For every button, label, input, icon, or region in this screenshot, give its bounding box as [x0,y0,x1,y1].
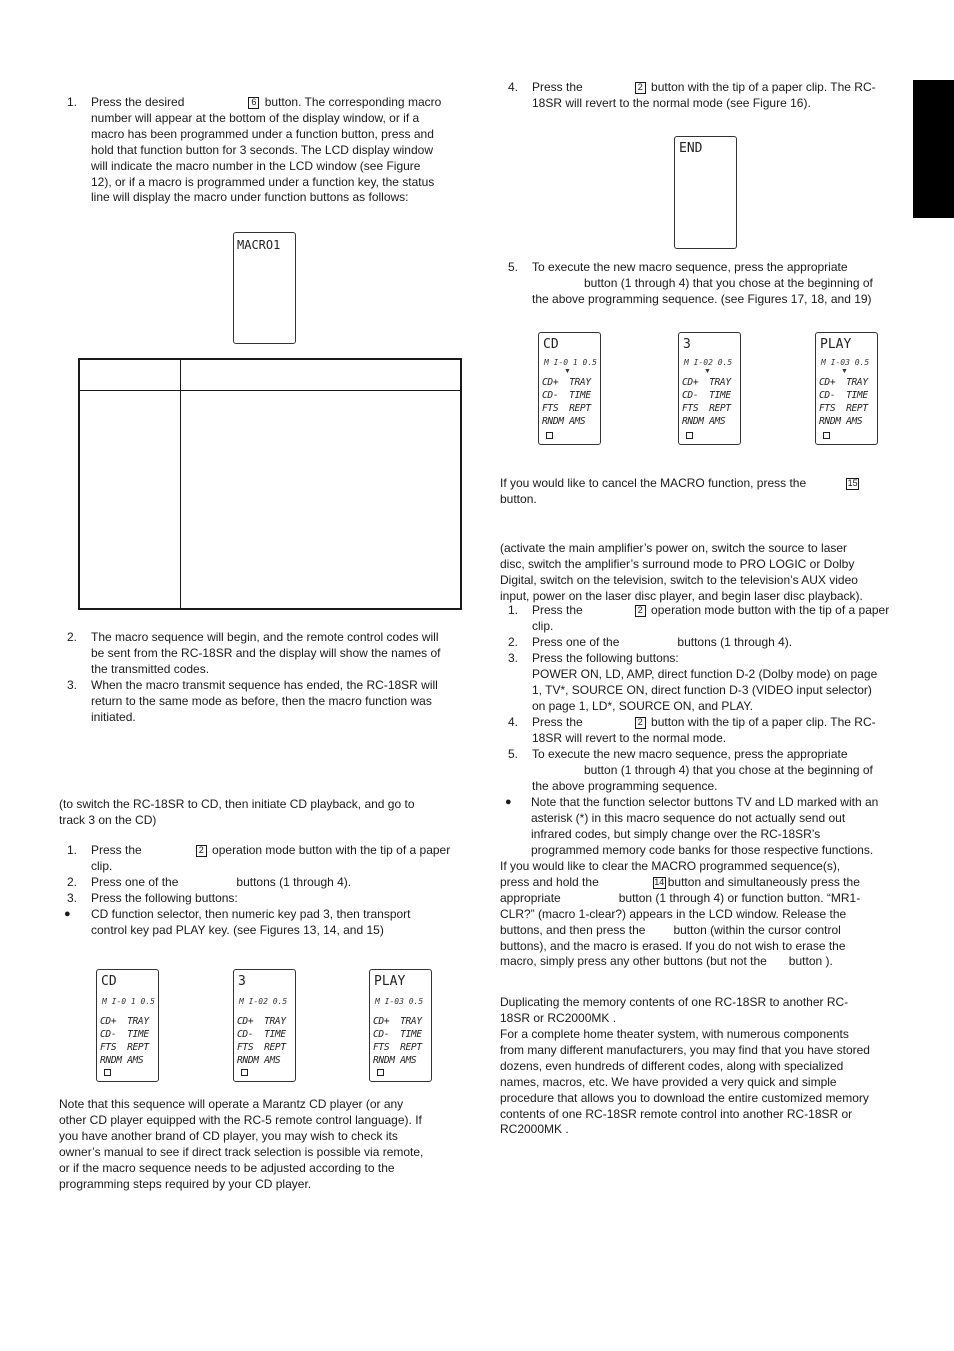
bullet-text: infrared codes, but simply change over the RC-18SR’s [531,826,821,841]
key-number-box: 2 [196,845,207,857]
step-text: number will appear at the bottom of the display window, or if a [91,110,420,125]
example-step-1 [67,843,459,875]
step-text: Press the [532,715,583,729]
step-number: 2. [67,630,78,644]
step-text: To execute the new macro sequence, press the appropriate [532,747,848,761]
lcd-big-text: 3 [238,974,246,989]
lcd-row: RNDM AMS [237,1055,281,1066]
table-divider [180,360,181,608]
lcd-row: CD+ TRAY [237,1016,286,1027]
lcd-row: RNDM AMS [819,416,863,427]
lcd-row: FTS REPT [100,1042,149,1053]
section-tab [913,80,954,218]
lcd-row: FTS REPT [819,403,868,414]
step-text: on page 1, LD*, SOURCE ON, and PLAY. [532,698,754,713]
lcd-row: CD+ TRAY [542,377,591,388]
paragraph-line: other CD player equipped with the RC-5 remote control language). If [59,1112,422,1127]
step-text: button with the tip of a paper clip. The RC- [651,715,876,729]
paragraph-line: or if the macro sequence needs to be adjusted according to the [59,1160,395,1175]
paragraph-text: macro, simply press any other buttons (but not the [500,954,767,969]
step-text: button with the tip of a paper clip. The RC- [651,80,876,94]
example-step-3 [67,891,459,907]
step-text: Press the [532,80,583,94]
lcd-status-line: M I-0 1 0.5 [544,358,597,367]
step-text: Press one of the [91,875,179,889]
lcd-status-line: M I-03 0.5 [375,997,424,1006]
paragraph-line: owner’s manual to see if direct track selection is possible via remote, [59,1144,424,1159]
step-number: 5. [508,747,519,761]
lcd-row: RNDM AMS [542,416,586,427]
paragraph-text: button ). [788,954,833,969]
example2-step-1 [508,603,900,635]
lcd-row: CD- TIME [237,1029,286,1040]
step-text: operation mode button with the tip of a paper [212,843,451,857]
example2-step-3 [508,651,900,715]
bullet-text: programmed memory code banks for those respective functions. [531,842,874,857]
step-text: When the macro transmit sequence has ended, the RC-18SR will [91,678,438,692]
step-text: POWER ON, LD, AMP, direct function D-2 (Dolby mode) on page [532,666,878,681]
paragraph-line: Duplicating the memory contents of one RC-18SR to another RC- [500,995,849,1009]
paragraph-line: disc, switch the amplifier’s surround mode to PRO LOGIC or Dolby [500,556,855,571]
lcd-status-line: M I-0 1 0.5 [102,997,155,1006]
step-text: return to the same mode as before, then the macro function was [91,693,432,708]
step-4 [508,80,900,112]
paragraph-text: buttons, and then press the [500,922,646,937]
paragraph-line: Note that this sequence will operate a Marantz CD player (or any [59,1097,404,1111]
lcd-row: RNDM AMS [373,1055,417,1066]
example-step-2 [67,875,459,891]
paragraph-line: input, power on the laser disc player, and begin laser disc playback). [500,588,863,603]
key-number-box: 2 [635,605,646,617]
lcd-status-line: M I-02 0.5 [684,358,733,367]
lcd-figure-play-right [815,332,878,445]
bullet-icon: ● [64,908,71,920]
paragraph-line: contents of one RC-18SR remote control into another RC-18SR or [500,1106,853,1121]
lcd-figure-play-left [369,969,432,1082]
paragraph-line: procedure that allows you to download the entire customized memory [500,1090,869,1105]
paragraph-line: Digital, switch on the television, switch to the television’s AUX video [500,572,858,587]
bullet-text: control key pad PLAY key. (see Figures 13, 14, and 15) [91,922,384,937]
step-5 [508,260,900,308]
example2-intro [500,541,900,605]
lcd-row: CD- TIME [819,390,868,401]
step-text: the above programming sequence. (see Figures 17, 18, and 19) [532,291,872,306]
lcd-text: MACRO1 [237,238,281,252]
lcd-big-text: CD [101,974,117,989]
key-number-box: 15 [847,478,858,488]
example2-bullet [505,795,900,859]
lcd-status-line: M I-02 0.5 [239,997,288,1006]
macro-function-table [78,358,462,610]
lcd-figure-macro [233,232,296,344]
step-number: 1. [508,603,519,617]
example-bullet [64,907,459,939]
step-number: 2. [67,875,78,889]
example2-step-2 [508,635,900,651]
step-text: button. The corresponding macro [264,95,442,109]
complete-system-paragraph [500,1027,900,1138]
step-text: Press the following buttons: [91,891,238,905]
step-text: Press the [532,603,583,617]
lcd-row: CD- TIME [373,1029,422,1040]
lcd-row: CD- TIME [100,1029,149,1040]
lcd-row: CD+ TRAY [819,377,868,388]
key-number-box: 2 [635,717,646,729]
key-number-box: 14 [654,876,665,887]
example-intro [59,797,459,829]
step-number: 1. [67,843,78,857]
step-text: button (1 through 4) that you chose at the beginning of [584,762,873,777]
step-text: clip. [91,858,113,873]
step-number: 3. [508,651,519,665]
step-text: Press one of the [532,635,620,649]
bullet-icon: ● [505,796,512,808]
cancel-macro-note [500,476,900,508]
lcd-row: FTS REPT [237,1042,286,1053]
paragraph-line: you have another brand of CD player, you may wish to check its [59,1128,398,1143]
paragraph-text: button (within the cursor control [673,922,841,937]
antenna-icon: ▼ [841,368,848,375]
lcd-figure-cd-right [538,332,601,445]
paragraph-line: (to switch the RC-18SR to CD, then initiate CD playback, and go to [59,797,415,811]
bullet-text: CD function selector, then numeric key pad 3, then transport [91,907,411,921]
lcd-indicator-square [686,432,693,439]
step-text: be sent from the RC-18SR and the display will show the names of [91,645,441,660]
lcd-figure-3-left [233,969,296,1082]
paragraph-text: button. [500,491,537,506]
lcd-row: CD- TIME [542,390,591,401]
paragraph-text: button and simultaneously press the [667,874,860,889]
step-text: Press the following buttons: [532,651,679,665]
paragraph-line: track 3 on the CD) [59,812,157,827]
example2-step-5 [508,747,900,795]
lcd-figure-end [674,136,737,249]
step-text: buttons (1 through 4). [236,875,352,889]
lcd-figure-cd-left [96,969,159,1082]
paragraph-line: names, macros, etc. We have provided a very quick and simple [500,1074,837,1089]
lcd-row: RNDM AMS [100,1055,144,1066]
paragraph-text: press and hold the [500,874,599,889]
step-text: the above programming sequence. [532,778,718,793]
lcd-indicator-square [241,1069,248,1076]
paragraph-text: If you would like to cancel the MACRO function, press the [500,476,807,490]
lcd-indicator-square [104,1069,111,1076]
paragraph-text: button (1 through 4) or function button. “MR1- [618,890,861,905]
step-text: will indicate the macro number in the LCD window (see Figure [91,158,421,173]
step-number: 2. [508,635,519,649]
step-text: buttons (1 through 4). [677,635,793,649]
bullet-text: asterisk (*) in this macro sequence do not actually send out [531,810,846,825]
lcd-row: CD+ TRAY [373,1016,422,1027]
lcd-row: FTS REPT [542,403,591,414]
step-1 [67,95,459,206]
antenna-icon: ▼ [704,368,711,375]
step-text: clip. [532,618,554,633]
key-number-box: 2 [635,82,646,94]
step-text: Press the [91,843,142,857]
lcd-indicator-square [377,1069,384,1076]
step-text: 18SR will revert to the normal mode. [532,730,727,745]
duplicate-memory-intro [500,995,900,1027]
lcd-row: RNDM AMS [682,416,726,427]
step-text: macro has been programmed under a function button, press and [91,126,434,141]
paragraph-line: from many different manufacturers, you may find that you have stored [500,1042,870,1057]
lcd-status-line: M I-03 0.5 [821,358,870,367]
paragraph-line: buttons), and the macro is erased. If you do not wish to erase the [500,938,846,953]
step-text: 18SR will revert to the normal mode (see Figure 16). [532,95,811,110]
lcd-row: FTS REPT [682,403,731,414]
step-number: 3. [67,891,78,905]
paragraph-text: appropriate [500,890,561,905]
step-number: 4. [508,80,519,94]
step-text: To execute the new macro sequence, press the appropriate [532,260,848,274]
cd-player-note [59,1097,459,1192]
step-text: 12), or if a macro is programmed under a function key, the status [91,174,435,189]
step-text: The macro sequence will begin, and the remote control codes will [91,630,439,644]
paragraph-line: RC2000MK . [500,1122,569,1137]
lcd-indicator-square [546,432,553,439]
paragraph-line: programming steps required by your CD player. [59,1176,312,1191]
clear-macro-note [500,859,900,970]
lcd-row: CD+ TRAY [682,377,731,388]
lcd-row: CD+ TRAY [100,1016,149,1027]
table-header [80,360,460,391]
step-number: 3. [67,678,78,692]
step-text: the transmitted codes. [91,661,210,676]
step-text: hold that function button for 3 seconds. The LCD display window [91,142,433,157]
lcd-indicator-square [823,432,830,439]
lcd-big-text: PLAY [820,337,852,352]
paragraph-line: If you would like to clear the MACRO programmed sequence(s), [500,859,841,873]
step-number: 4. [508,715,519,729]
step-number: 1. [67,95,78,109]
key-number-box: 6 [248,97,259,109]
step-text: 1, TV*, SOURCE ON, direct function D-3 (VIDEO input selector) [532,682,872,697]
lcd-big-text: 3 [683,337,691,352]
lcd-big-text: CD [543,337,559,352]
paragraph-line: CLR?” (macro 1-clear?) appears in the LCD window. Release the [500,906,847,921]
lcd-big-text: END [679,141,703,156]
step-text: line will display the macro under function buttons as follows: [91,190,409,205]
lcd-figure-3-right [678,332,741,445]
step-3 [67,678,459,726]
lcd-row: CD- TIME [682,390,731,401]
bullet-text: Note that the function selector buttons TV and LD marked with an [531,795,879,809]
lcd-row: FTS REPT [373,1042,422,1053]
lcd-big-text: PLAY [374,974,406,989]
example2-step-4 [508,715,900,747]
step-text: button (1 through 4) that you chose at the beginning of [584,275,873,290]
paragraph-line: 18SR or RC2000MK . [500,1010,617,1025]
paragraph-line: (activate the main amplifier’s power on, switch the source to laser [500,541,848,555]
step-text: operation mode button with the tip of a paper [651,603,890,617]
step-number: 5. [508,260,519,274]
paragraph-line: For a complete home theater system, with numerous components [500,1027,849,1041]
step-text: initiated. [91,709,136,724]
paragraph-line: dozens, even hundreds of different codes, along with specialized [500,1058,844,1073]
step-text: Press the desired [91,95,185,109]
antenna-icon: ▼ [564,368,571,375]
step-2 [67,630,459,678]
